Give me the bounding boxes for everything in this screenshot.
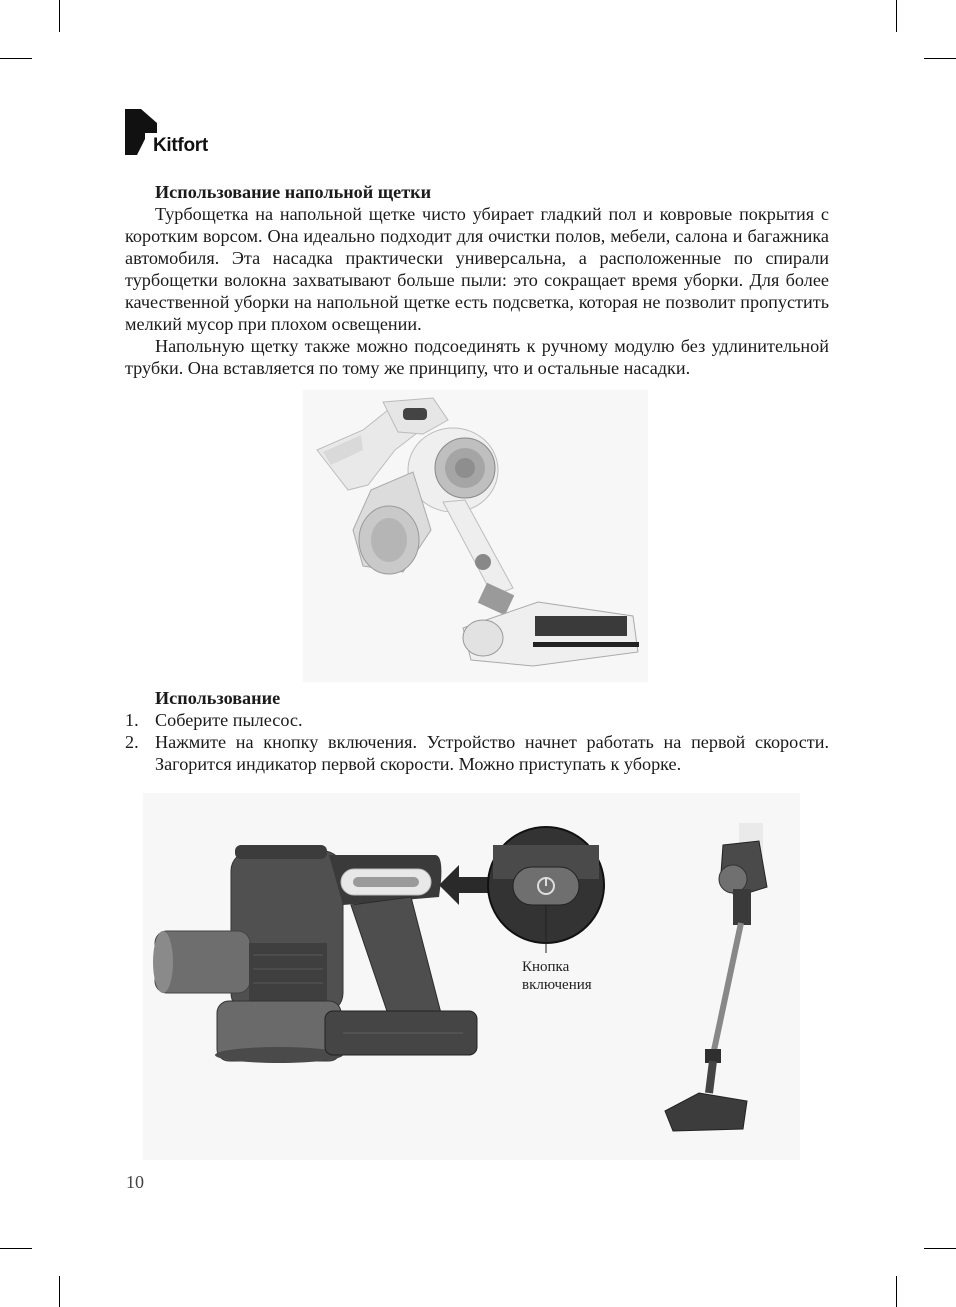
section-heading: Использование — [155, 688, 281, 708]
step-number: 2. — [125, 732, 139, 752]
crop-mark — [0, 58, 32, 59]
page-number: 10 — [126, 1172, 144, 1192]
brand-logo — [125, 109, 225, 157]
list-item — [125, 709, 829, 731]
section-heading: Использование напольной щетки — [155, 182, 432, 202]
paragraph: Напольную щетку также можно подсоединять к ручному модулю без удлинительной трубки. Она вставляется по тому же принципу, что и остальные насадки. — [125, 336, 829, 378]
brand-name: Kitfort — [153, 135, 208, 156]
crop-mark — [924, 1248, 956, 1249]
section-floor-brush — [125, 181, 829, 379]
callout-label: Кнопка — [522, 959, 570, 975]
crop-mark — [59, 0, 60, 32]
usage-steps — [125, 709, 829, 775]
section-usage — [125, 687, 829, 775]
step-number: 1. — [125, 710, 139, 730]
vacuum-floor-brush-image — [303, 390, 648, 682]
paragraph: Турбощетка на напольной щетке чисто убирает гладкий пол и ковровые покрытия с коротким ворсом. Она идеально подходит для очистки полов, мебели, салона и багажника автомобиля. Эта насадка практически универсальна, а расположенные по спирали турбощетки волокна захватывают больше пыли: это сокращает время уборки. Для более качественной уборки на напольной щетке есть подсветка, которая не позволит пропустить мелкий мусор при плохом освещении. — [125, 204, 829, 334]
crop-mark — [896, 0, 897, 32]
vacuum-power-button-image — [143, 793, 800, 1160]
crop-mark — [0, 1248, 32, 1249]
list-item — [125, 731, 829, 775]
crop-mark — [924, 58, 956, 59]
crop-mark — [896, 1276, 897, 1307]
power-button-callout — [522, 958, 592, 994]
callout-label: включения — [522, 977, 592, 993]
step-text: Соберите пылесос. — [155, 710, 303, 730]
crop-mark — [59, 1276, 60, 1307]
step-text: Нажмите на кнопку включения. Устройство начнет работать на первой скорости. Загорится индикатор первой скорости. Можно приступать к уборке. — [155, 732, 829, 774]
